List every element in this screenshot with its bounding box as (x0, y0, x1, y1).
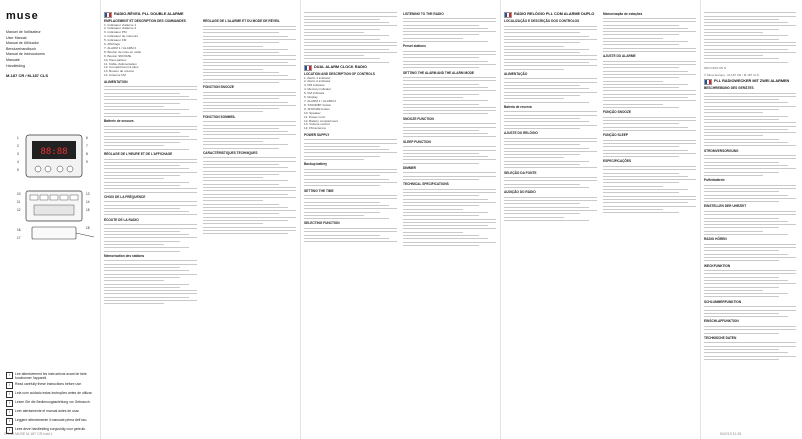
top-button (30, 195, 38, 200)
flag-de-icon (704, 79, 712, 85)
language-item: User Manual (6, 35, 27, 40)
info-icon: i (6, 418, 13, 425)
control-item: 12. Battery compartment (304, 118, 338, 123)
info-icon: i (6, 372, 13, 379)
text-block (304, 169, 397, 186)
text-block (403, 189, 496, 246)
top-button (50, 195, 58, 200)
antenna-wire (76, 233, 94, 237)
cover-panel (6, 10, 94, 433)
version-code: NNN NNN NN N (704, 65, 726, 70)
section-heading: ESPECIFICAÇÕES (603, 159, 632, 164)
text-block (504, 197, 597, 221)
text-block (104, 126, 197, 150)
control-item: 5. Indicateur FM (104, 38, 127, 43)
brand-logo: muse (6, 10, 39, 22)
control-item: 5. FM indicator (304, 91, 325, 96)
section-heading: TECHNISCHE DATEN (704, 335, 737, 340)
control-item: 3. PM indicator (304, 83, 325, 88)
text-block (104, 260, 197, 304)
text-block (203, 26, 296, 83)
text-block (403, 146, 496, 163)
section-heading: AUDIÇÃO DO RÁDIO (504, 190, 536, 195)
warning-row: i Lees deze handleiding zorgvuldig voor gebruik. (6, 427, 94, 434)
section-subtitle: EMPLACEMENT ET DESCRIPTION DES COMMANDES (104, 19, 186, 24)
text-block (704, 185, 796, 202)
portuguese-panel (504, 10, 696, 430)
fold-line (700, 0, 701, 439)
control-item: 7. ALARM 1 / ALARM 2 (304, 98, 337, 103)
text-block (704, 244, 796, 261)
section-heading: EINSTELLEN DER UHRZEIT (704, 204, 747, 209)
section-heading: RÉGLAGE DE L'ALARME ET DU MODE DE RÉVEIL (203, 19, 280, 24)
callout-number: 9 (86, 160, 88, 164)
section-heading: POWER SUPPLY (304, 132, 330, 137)
french-panel (104, 10, 296, 430)
section-subtitle: LOCALIZAÇÃO E DESCRIÇÃO DOS CONTROLOS (504, 19, 580, 24)
fold-line (300, 0, 301, 439)
text-block (104, 201, 197, 215)
text-block (504, 78, 597, 102)
text-block (104, 159, 197, 193)
text-block (704, 93, 796, 147)
language-item: Manuale (6, 57, 20, 62)
callout-number: 13 (86, 192, 90, 196)
section-heading: STROMVERSORGUNG (704, 148, 739, 153)
section-heading: Batterie de secours (104, 119, 134, 124)
section-heading: SCHLUMMERFUNKTION (704, 299, 742, 304)
flag-pt-icon (504, 12, 512, 18)
section-heading: RADIO HÖREN (704, 237, 727, 242)
text-block (403, 18, 496, 42)
top-button (40, 195, 48, 200)
warning-row: i Read carefully these instructions before use. (6, 382, 94, 389)
section-title: RADIO-RÉVEIL PLL DOUBLE ALARME (104, 12, 296, 18)
section-heading: RÉGLAGE DE L'HEURE ET DE L'AFFICHAGE (104, 152, 173, 157)
text-block (704, 326, 796, 334)
english-panel (304, 10, 496, 430)
callout-number: 8 (86, 152, 88, 156)
callout-number: 1 (17, 136, 19, 140)
text-block (603, 140, 696, 157)
control-item: 2. Alarm 2 indicator (304, 79, 331, 84)
callout-number: 17 (17, 236, 21, 240)
callout-number: 15 (86, 208, 90, 212)
section-heading: Pufferbatterie (704, 178, 725, 183)
callout-number: 4 (17, 160, 19, 164)
info-icon: i (6, 427, 13, 434)
flag-uk-icon (304, 65, 312, 71)
text-block (704, 211, 796, 235)
section-heading: SELEÇÃO DA FONTE (504, 170, 537, 175)
text-block (403, 77, 496, 114)
text-block (704, 270, 796, 297)
warning-list (6, 370, 94, 434)
control-item: 10. Haut-parleur (104, 57, 127, 62)
section-heading: Backup battery (304, 162, 328, 167)
callout-number: 6 (86, 136, 88, 140)
text-block (704, 342, 796, 359)
language-item: Benutzerhandbuch (6, 46, 37, 51)
control-item: 6. Affichage (104, 42, 121, 47)
section-heading: SETTING THE ALARM AND THE ALARM MODE (403, 70, 475, 75)
callout-number: 2 (17, 144, 19, 148)
text-block (504, 177, 597, 188)
control-item: 3. Indicateur PM (104, 30, 127, 35)
german-panel (704, 10, 796, 430)
section-heading: WECKFUNKTION (704, 263, 731, 268)
control-item: 12. Compartiment à piles (104, 65, 139, 70)
control-item: 14. Antenne FM (104, 73, 126, 78)
callout-number: 5 (17, 168, 19, 172)
snooze-bar (34, 205, 74, 215)
display-digits: 88:88 (40, 147, 68, 157)
text-block (403, 172, 496, 180)
language-item: Manuel de l'utilisateur (6, 30, 41, 34)
front-button (67, 166, 73, 172)
callout-number: 7 (86, 144, 88, 148)
text-block (203, 121, 296, 148)
text-block (704, 155, 796, 176)
text-block (603, 18, 696, 52)
text-block (304, 195, 397, 219)
top-button (60, 195, 68, 200)
top-button (70, 195, 78, 200)
callout-number: 10 (17, 192, 21, 196)
model-number: M-187 CR / M-187 CLS (6, 73, 49, 79)
section-heading: ALIMENTATION (104, 79, 128, 84)
control-item: 13. Bouton de volume (104, 69, 135, 74)
control-item: 1. Alarm 1 indicator (304, 75, 331, 80)
text-block (603, 117, 696, 131)
section-heading: Bateria de reserva (504, 104, 532, 109)
section-heading: TECHNICAL SPECIFICATIONS (403, 182, 449, 187)
front-button (45, 166, 51, 172)
crop-mark-left: CR-46 MUSE M-187 CR.indd 1 (4, 432, 53, 436)
front-button (57, 166, 63, 172)
section-heading: Preset stations (403, 44, 426, 49)
section-title: RÁDIO RELÓGIO PLL COM ALARME DUPLO (504, 12, 597, 18)
section-heading: SNOOZE FUNCTION (403, 116, 434, 121)
section-heading: ÉCOUTE DE LA RADIO (104, 217, 139, 222)
text-block (603, 166, 696, 213)
text-block (504, 26, 597, 70)
warning-row: i Leer atentamente el manual antes de usar. (6, 409, 94, 416)
callout-number: 3 (17, 152, 19, 156)
info-icon: i (6, 391, 13, 398)
section-heading: Mémorisation des stations (104, 253, 145, 258)
control-item: 6. Display (304, 95, 318, 100)
section-heading: FONCTION SNOOZE (203, 85, 234, 90)
text-block (403, 123, 496, 137)
control-item: 7. ALARM 1 / ALARM 2 (104, 45, 137, 50)
radio-back-view (32, 227, 76, 239)
control-item: 4. Memory indicator (304, 87, 332, 92)
text-block (304, 228, 397, 242)
clock-radio-diagram (12, 125, 96, 243)
section-title: DUAL ALARM CLOCK RADIO (304, 65, 397, 71)
fold-line (500, 0, 501, 439)
callout-number: 12 (17, 208, 21, 212)
fold-line (100, 0, 101, 439)
warning-row: i Lire attentivement les instructions avant de faire fonctionner l'appareil. (6, 372, 94, 380)
text-block (704, 12, 796, 62)
text-block (104, 86, 197, 117)
text-block (304, 139, 397, 160)
control-item: 8. Bouton de mise en veille (104, 49, 142, 54)
section-heading: AJUSTE DO RELÓGIO (504, 131, 538, 136)
control-item: 9. Bouton SNOOZE (104, 53, 132, 58)
company-line: © Muse Europe - M-187 CR / M-187 CLS (704, 72, 759, 77)
text-block (504, 138, 597, 169)
control-item: 14. FM antenna (304, 126, 326, 131)
language-item: Manual de Instrucciones (6, 52, 45, 57)
text-block (203, 92, 296, 113)
section-heading: FUNÇÃO SLEEP (603, 133, 628, 138)
section-heading: CHOIX DE LA FRÉQUENCE (104, 194, 146, 199)
control-item: 8. STANDBY button (304, 102, 332, 107)
callout-number: 18 (86, 226, 90, 230)
language-list (6, 30, 94, 69)
text-block (304, 12, 397, 62)
control-item: 4. Indicateur de mémoire (104, 34, 139, 39)
control-item: 11. Power cord (304, 114, 325, 119)
control-item: 11. Câble d'alimentation (104, 61, 137, 66)
callout-number: 11 (17, 200, 21, 204)
text-block (403, 51, 496, 68)
text-block (504, 111, 597, 128)
language-item: Manual de Utilizador (6, 41, 39, 46)
control-item: 13. Volume control (304, 122, 330, 127)
info-icon: i (6, 409, 13, 416)
section-heading: CARACTÉRISTIQUES TECHNIQUES (203, 150, 258, 155)
front-button (35, 166, 41, 172)
callout-number: 14 (86, 200, 90, 204)
section-subtitle: LOCATION AND DESCRIPTION OF CONTROLS (304, 72, 375, 77)
text-block (104, 224, 197, 251)
section-heading: FUNÇÃO SNOOZE (603, 110, 631, 115)
warning-row: i Lesen Sie die Bedienungsanleitung vor Gebrauch. (6, 400, 94, 407)
warning-row: i Leggere attentamente il manuale prima dell'uso. (6, 418, 94, 425)
section-heading: SLEEP FUNCTION (403, 139, 431, 144)
section-heading: FONCTION SOMMEIL (203, 114, 236, 119)
callout-number: 16 (17, 228, 21, 232)
section-heading: LISTENING TO THE RADIO (403, 11, 444, 16)
language-item: Handleiding (6, 63, 25, 68)
crop-mark-right: 5/02/19 11:28 (720, 432, 742, 436)
control-item: 10. Speaker (304, 110, 321, 115)
control-item: 1. Indicateur d'alarme 1 (104, 22, 137, 27)
section-heading: EINSCHLAFFUNKTION (704, 319, 739, 324)
section-heading: AJUSTE DO ALARME (603, 54, 636, 59)
control-item: 2. Indicateur d'alarme 2 (104, 26, 137, 31)
section-heading: ALIMENTAÇÃO (504, 71, 528, 76)
section-heading: DIMMER (403, 165, 416, 170)
text-block (203, 157, 296, 234)
text-block (603, 61, 696, 108)
section-heading: Memorização de estações (603, 11, 643, 16)
control-item: 9. SNOOZE button (304, 106, 330, 111)
info-icon: i (6, 400, 13, 407)
section-title: PLL RADIOWECKER MIT ZWEI ALARMEN (704, 79, 796, 85)
info-icon: i (6, 382, 13, 389)
section-heading: SELECTING FUNCTION (304, 221, 340, 226)
warning-row: i Leia com cuidado estas instruções antes de utilizar. (6, 391, 94, 398)
section-subtitle: BESCHREIBUNG DES GERÄTES (704, 86, 754, 91)
section-heading: SETTING THE TIME (304, 188, 334, 193)
text-block (704, 306, 796, 317)
